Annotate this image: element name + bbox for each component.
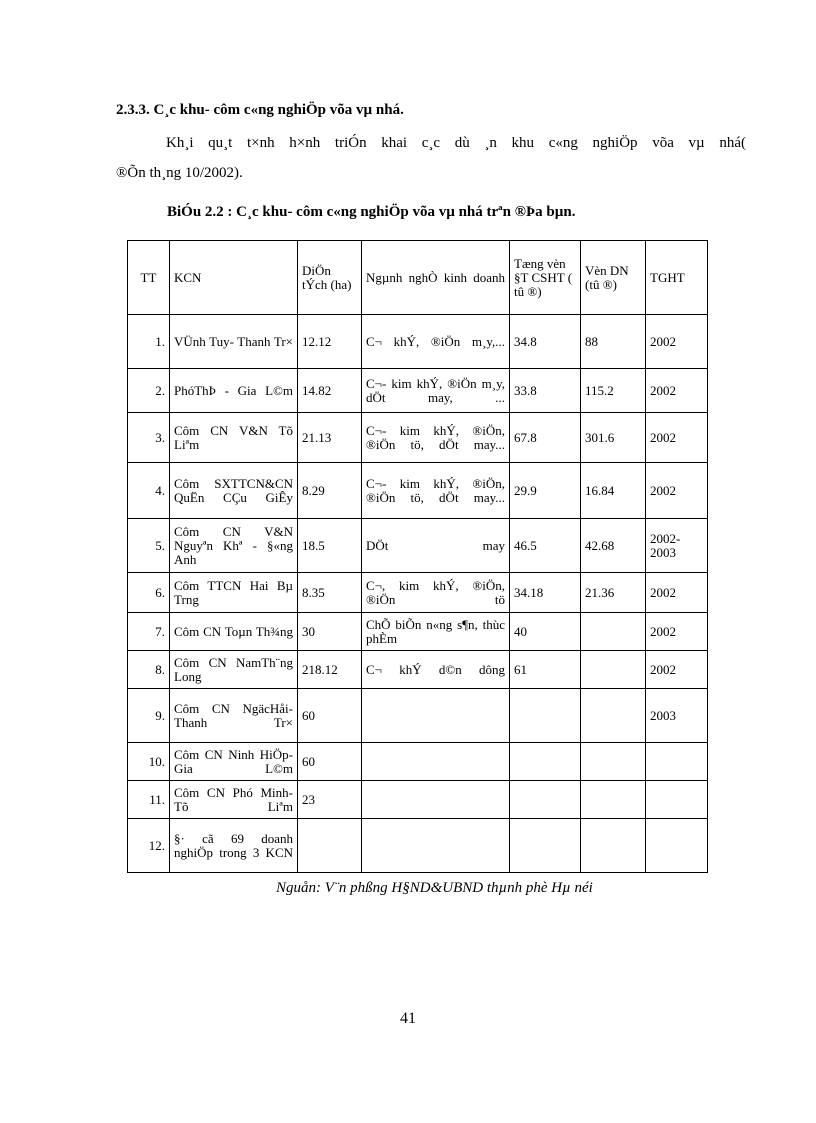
header-infra: Tæng vèn §T CSHT ( tû ®) [510,241,581,315]
table-row [128,689,708,743]
table-row [128,651,708,689]
cell-area: 21.13 [298,413,362,463]
header-area: DiÖn tÝch (ha) [298,241,362,315]
cell-tght: 2002 [646,315,708,369]
source-note: Nguån: V¨n phßng H§ND&UBND thµnh phè Hµ néi [276,880,593,896]
cell-sector: C¬ khÝ, ®iÖn m¸y,... [362,315,510,369]
cell-sector [362,689,510,743]
cell-tght: 2002 [646,463,708,519]
cell-area: 60 [298,743,362,781]
cell-area: 30 [298,613,362,651]
cell-infra: 46.5 [510,519,581,573]
cell-dn [581,781,646,819]
cell-infra [510,781,581,819]
cell-kcn: Côm CN V&N Nguyªn Khª - §«ng Anh [170,519,298,573]
header-tt: TT [128,241,170,315]
header-kcn: KCN [170,241,298,315]
table-row [128,369,708,413]
cell-area: 23 [298,781,362,819]
cell-tght: 2002-2003 [646,519,708,573]
cell-infra: 61 [510,651,581,689]
table-row [128,519,708,573]
cell-sector: C¬, kim khÝ, ®iÖn, ®iÖn tö [362,573,510,613]
cell-tt: 10. [128,743,170,781]
cell-tt: 8. [128,651,170,689]
table-row [128,413,708,463]
industrial-zones-table [127,240,708,873]
cell-tt: 1. [128,315,170,369]
cell-tt: 2. [128,369,170,413]
table-caption: BiÓu 2.2 : C¸c khu- côm c«ng nghiÖp võa vµ nhá trªn ®Þa bµn. [167,204,576,220]
cell-kcn: Côm CN NgäcHåi- Thanh Tr× [170,689,298,743]
table-row [128,819,708,873]
cell-tght: 2002 [646,413,708,463]
cell-infra: 34.18 [510,573,581,613]
header-dn: Vèn DN (tû ®) [581,241,646,315]
cell-sector: C¬- kim khÝ, ®iÖn m¸y, dÖt may, ... [362,369,510,413]
cell-sector [362,743,510,781]
cell-tght: 2002 [646,573,708,613]
cell-dn: 301.6 [581,413,646,463]
cell-tt: 11. [128,781,170,819]
cell-kcn: §· cã 69 doanh nghiÖp trong 3 KCN [170,819,298,873]
cell-infra [510,743,581,781]
cell-area [298,819,362,873]
page-number: 41 [400,1010,416,1027]
cell-sector: C¬ khÝ d©n dông [362,651,510,689]
cell-infra [510,689,581,743]
cell-dn [581,613,646,651]
cell-infra: 67.8 [510,413,581,463]
table-row [128,573,708,613]
cell-area: 12.12 [298,315,362,369]
cell-kcn: Côm CN Toµn Th¾ng [170,613,298,651]
cell-area: 14.82 [298,369,362,413]
cell-sector: C¬- kim khÝ, ®iÖn, ®iÖn tö, dÖt may... [362,463,510,519]
cell-sector: C¬- kim khÝ, ®iÖn, ®iÖn tö, dÖt may... [362,413,510,463]
cell-kcn: Côm CN V&N Tõ Liªm [170,413,298,463]
cell-tght: 2002 [646,613,708,651]
header-tght: TGHT [646,241,708,315]
cell-tght: 2002 [646,651,708,689]
cell-tt: 6. [128,573,170,613]
cell-tt: 7. [128,613,170,651]
cell-dn [581,743,646,781]
cell-kcn: VÜnh Tuy- Thanh Tr× [170,315,298,369]
cell-infra: 33.8 [510,369,581,413]
intro-paragraph [116,128,746,188]
cell-area: 218.12 [298,651,362,689]
table-row [128,613,708,651]
cell-kcn: Côm CN NamTh¨ng Long [170,651,298,689]
cell-dn: 21.36 [581,573,646,613]
table-header-row [128,241,708,315]
intro-line-2: ®Õn th¸ng 10/2002). [116,165,243,181]
cell-dn: 115.2 [581,369,646,413]
cell-tght [646,781,708,819]
cell-dn: 88 [581,315,646,369]
cell-dn: 16.84 [581,463,646,519]
cell-kcn: Côm CN Phó Minh- Tõ Liªm [170,781,298,819]
cell-tght [646,819,708,873]
cell-infra: 40 [510,613,581,651]
cell-sector [362,781,510,819]
cell-infra [510,819,581,873]
cell-sector: ChÕ biÕn n«ng s¶n, thùc phÈm [362,613,510,651]
cell-sector: DÖt may [362,519,510,573]
intro-line-1: Kh¸i qu¸t t×nh h×nh triÓn khai c¸c dù ¸n khu c«ng nghiÖp võa vµ nhá( [166,135,746,151]
cell-tght [646,743,708,781]
table-row [128,315,708,369]
cell-tght: 2002 [646,369,708,413]
cell-dn [581,651,646,689]
table-row [128,463,708,519]
header-sector: Ngµnh nghÒ kinh doanh [362,241,510,315]
cell-tt: 3. [128,413,170,463]
cell-area: 60 [298,689,362,743]
cell-infra: 29.9 [510,463,581,519]
cell-kcn: Côm SXTTCN&CN QuËn CÇu GiÊy [170,463,298,519]
cell-kcn: PhóThÞ - Gia L©m [170,369,298,413]
cell-tt: 9. [128,689,170,743]
cell-tt: 4. [128,463,170,519]
cell-area: 8.35 [298,573,362,613]
cell-tt: 5. [128,519,170,573]
cell-sector [362,819,510,873]
cell-infra: 34.8 [510,315,581,369]
cell-tght: 2003 [646,689,708,743]
section-heading: 2.3.3. C¸c khu- côm c«ng nghiÖp võa vµ nhá. [116,102,404,118]
table-row [128,781,708,819]
cell-area: 18.5 [298,519,362,573]
cell-kcn: Côm TTCN Hai Bµ Trng [170,573,298,613]
table-row [128,743,708,781]
cell-kcn: Côm CN Ninh HiÖp- Gia L©m [170,743,298,781]
cell-dn [581,819,646,873]
cell-dn: 42.68 [581,519,646,573]
cell-dn [581,689,646,743]
cell-tt: 12. [128,819,170,873]
cell-area: 8.29 [298,463,362,519]
